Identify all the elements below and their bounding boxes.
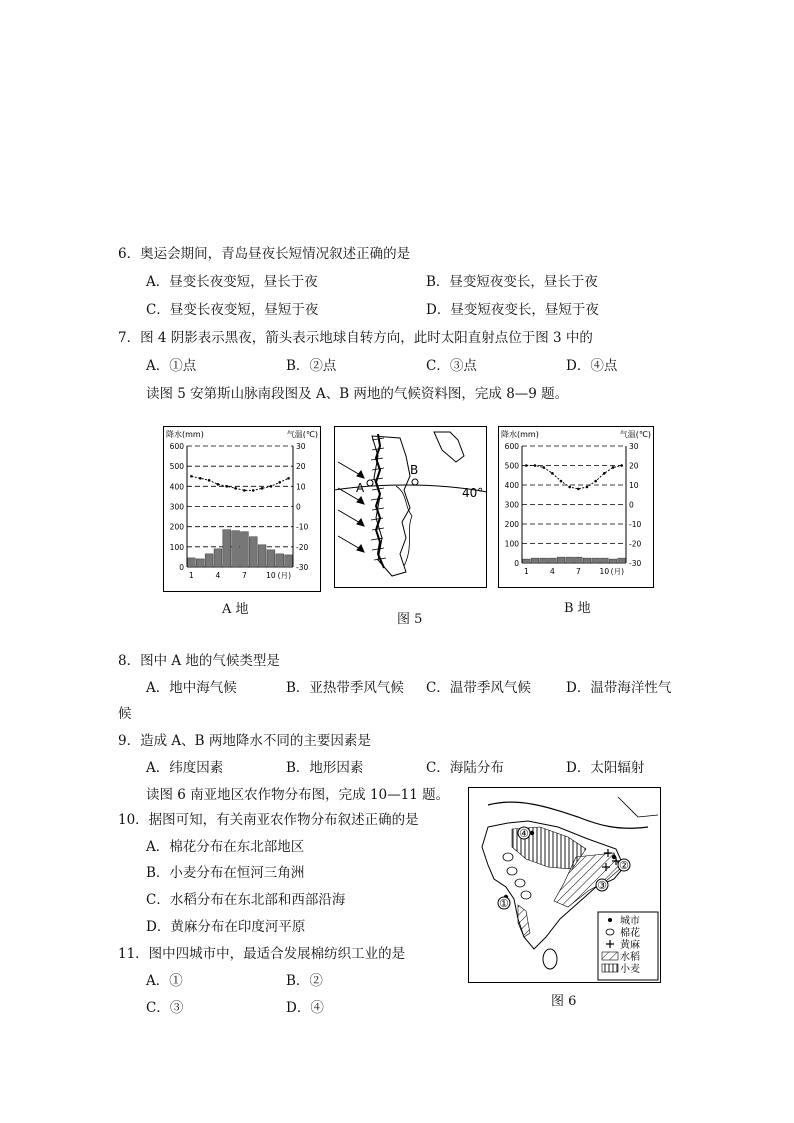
y-tick-label: 600 <box>169 442 184 451</box>
temperature-point <box>603 472 606 475</box>
temperature-point <box>234 487 237 490</box>
legend-rice: 水稻 <box>620 952 640 963</box>
figure5-caption: 图 5 <box>397 612 423 627</box>
y-tick-label: 200 <box>504 520 519 529</box>
x-tick-label: 7 <box>575 567 581 576</box>
precip-bar <box>196 559 204 567</box>
temperature-point <box>225 485 228 488</box>
precip-bar <box>549 558 557 563</box>
y2-tick-label: -10 <box>296 522 309 532</box>
marker-3: ③ <box>597 879 607 892</box>
q9-option-d[interactable]: D．太阳辐射 <box>566 760 645 776</box>
climate-chart-b <box>498 426 654 588</box>
temperature-point <box>594 480 597 483</box>
legend-cotton: 棉花 <box>620 928 640 939</box>
y2-tick-label: -20 <box>629 539 642 549</box>
figure6-caption: 图 6 <box>551 994 577 1009</box>
south-asia-crop-map <box>468 787 661 983</box>
q8-option-c[interactable]: C．温带季风气候 <box>426 680 531 696</box>
precip-bar <box>557 557 565 563</box>
precip-bar <box>618 558 626 563</box>
y-tick-label: 100 <box>504 539 519 549</box>
precip-bar <box>523 559 531 563</box>
q6-option-c[interactable]: C．昼变长夜变短，昼短于夜 <box>146 302 319 318</box>
precip-bar <box>188 558 196 567</box>
temperature-point <box>525 464 528 467</box>
precip-bar <box>276 554 284 567</box>
precip-bar <box>223 530 231 567</box>
q7-option-c[interactable]: C．③点 <box>426 358 477 374</box>
marker-2: ② <box>619 859 629 872</box>
temperature-point <box>278 481 281 484</box>
temperature-point <box>560 480 563 483</box>
legend-city-icon <box>608 918 612 922</box>
figure5-intro: 读图 5 安第斯山脉南段图及 A、B 两地的气候资料图，完成 8—9 题。 <box>146 386 569 402</box>
precip-bar <box>232 531 240 567</box>
temperature-point <box>542 466 545 469</box>
q8-option-b[interactable]: B．亚热带季风气候 <box>286 680 404 696</box>
chart-b-caption: B 地 <box>564 601 591 616</box>
legend-rice-icon <box>602 952 618 960</box>
precip-bar <box>601 558 609 563</box>
q8-option-d-wrap: 候 <box>118 706 132 722</box>
legend-jute: 黄麻 <box>620 940 640 951</box>
point-b <box>412 479 418 485</box>
precip-bar <box>531 558 539 563</box>
temperature-point <box>612 466 615 469</box>
q7-option-b[interactable]: B．②点 <box>286 358 337 374</box>
precip-bar <box>249 537 257 567</box>
y2-tick-label: -10 <box>629 520 642 529</box>
x-tick-label: 4 <box>215 571 221 580</box>
q10-option-c[interactable]: C．水稻分布在东北部和西部沿海 <box>146 892 346 908</box>
x-tick-label: 10 <box>266 571 276 580</box>
temperature-point <box>252 489 255 492</box>
q9-stem: 9．造成 A、B 两地降水不同的主要因素是 <box>118 733 371 749</box>
temperature-point <box>586 486 589 489</box>
temperature-point <box>534 464 537 467</box>
q9-option-c[interactable]: C．海陆分布 <box>426 760 504 776</box>
climate-chart-a <box>163 426 321 592</box>
y2-tick-label: 0 <box>296 502 301 512</box>
q10-option-d[interactable]: D．黄麻分布在印度河平原 <box>146 919 306 935</box>
q8-option-d[interactable]: D．温带海洋性气 <box>566 680 672 696</box>
q10-option-b[interactable]: B．小麦分布在恒河三角洲 <box>146 865 305 881</box>
map-label-a: A <box>356 481 365 495</box>
precip-bar <box>267 550 275 567</box>
q11-option-b[interactable]: B．② <box>286 973 323 989</box>
y-tick-label: 300 <box>504 500 519 510</box>
y-tick-label: 500 <box>504 461 519 471</box>
q8-option-a[interactable]: A．地中海气候 <box>146 680 237 696</box>
temperature-point <box>577 488 580 491</box>
q6-option-d[interactable]: D．昼变短夜变长，昼短于夜 <box>426 302 599 318</box>
marker-1: ① <box>499 897 509 910</box>
q11-stem: 11．图中四城市中，最适合发展棉纺织工业的是 <box>118 946 406 962</box>
temperature-point <box>287 477 290 480</box>
temperature-point <box>243 489 246 492</box>
x-tick-label: 1 <box>523 567 529 576</box>
temperature-point <box>620 464 623 467</box>
legend-wheat-icon <box>602 964 618 972</box>
y2-tick-label: 10 <box>296 482 306 492</box>
x-tick-label: 7 <box>242 571 247 580</box>
temperature-point <box>217 483 220 486</box>
y-tick-label: 400 <box>504 481 519 490</box>
y-tick-label: 0 <box>179 563 184 572</box>
q11-option-c[interactable]: C．③ <box>146 1000 184 1016</box>
precip-bar <box>583 558 591 563</box>
x-tick-label: 10 <box>599 567 610 576</box>
y2-tick-label: 30 <box>629 442 639 451</box>
precip-bar <box>205 554 213 567</box>
temperature-point <box>261 487 264 490</box>
q9-option-a[interactable]: A．纬度因素 <box>146 760 224 776</box>
point-a <box>367 480 373 486</box>
y-tick-label: 0 <box>514 559 519 568</box>
y-tick-label: 400 <box>169 482 184 492</box>
x-tick-label: 1 <box>189 571 194 580</box>
q11-option-d[interactable]: D．④ <box>286 1000 324 1016</box>
y-tick-label: 100 <box>169 542 184 552</box>
y-tick-label: 200 <box>169 522 184 532</box>
precip-bar <box>214 549 222 567</box>
q6-stem: 6．奥运会期间，青岛昼夜长短情况叙述正确的是 <box>118 246 411 262</box>
y-tick-label: 500 <box>169 462 184 472</box>
q11-option-a[interactable]: A．① <box>146 973 183 989</box>
y2-tick-label: -30 <box>629 559 642 568</box>
q7-option-d[interactable]: D．④点 <box>566 358 618 374</box>
precip-bar <box>609 559 617 563</box>
y2-tick-label: 10 <box>629 481 639 490</box>
precip-bar <box>575 557 583 563</box>
precip-bar <box>285 555 293 567</box>
q6-option-a[interactable]: A．昼变长夜变短，昼长于夜 <box>146 274 318 290</box>
precip-bar <box>540 558 548 563</box>
legend-cotton-icon <box>606 929 614 935</box>
y-axis-label: 降水(mm) <box>166 430 204 439</box>
sri-lanka <box>543 949 557 969</box>
precip-bar <box>258 545 266 567</box>
temperature-point <box>190 475 193 478</box>
y2-tick-label: 20 <box>629 461 639 471</box>
q10-option-a[interactable]: A．棉花分布在东北部地区 <box>146 839 305 855</box>
y2-axis-label: 气温(℃) <box>619 430 651 439</box>
x-tick-label: 4 <box>549 567 555 576</box>
y2-axis-label: 气温(℃) <box>286 430 318 439</box>
y2-tick-label: 20 <box>296 462 306 472</box>
y-tick-label: 600 <box>504 442 519 451</box>
chart-a-caption: A 地 <box>222 602 249 617</box>
map-label-b: B <box>410 463 419 477</box>
temperature-point <box>551 472 554 475</box>
x-unit-label: (月) <box>277 571 291 580</box>
y2-tick-label: -30 <box>296 563 309 572</box>
y-tick-label: 300 <box>169 502 184 512</box>
temperature-point <box>270 485 273 488</box>
temperature-point <box>199 477 202 480</box>
q9-option-b[interactable]: B．地形因素 <box>286 760 364 776</box>
precip-bar <box>592 558 600 563</box>
q7-option-a[interactable]: A．①点 <box>146 358 197 374</box>
marker-4: ④ <box>519 827 529 840</box>
temperature-point <box>208 479 211 482</box>
map-latitude-label: 40° <box>462 486 484 500</box>
y2-tick-label: -20 <box>296 542 309 552</box>
precip-bar <box>566 557 574 563</box>
q10-stem: 10．据图可知，有关南亚农作物分布叙述正确的是 <box>118 812 419 828</box>
legend-wheat: 小麦 <box>620 964 640 975</box>
andes-map <box>334 426 487 588</box>
temperature-point <box>568 486 571 489</box>
y2-tick-label: 30 <box>296 442 306 451</box>
y2-tick-label: 0 <box>629 500 634 510</box>
y-axis-label: 降水(mm) <box>501 430 539 439</box>
q8-stem: 8．图中 A 地的气候类型是 <box>118 653 280 669</box>
figure6-intro: 读图 6 南亚地区农作物分布图，完成 10—11 题。 <box>146 787 450 803</box>
q7-stem: 7．图 4 阴影表示黑夜，箭头表示地球自转方向，此时太阳直射点位于图 3 中的 <box>118 330 593 346</box>
precip-bar <box>241 532 249 567</box>
legend-city: 城市 <box>620 916 640 927</box>
x-unit-label: (月) <box>610 567 624 576</box>
q6-option-b[interactable]: B．昼变短夜变长，昼长于夜 <box>426 274 598 290</box>
